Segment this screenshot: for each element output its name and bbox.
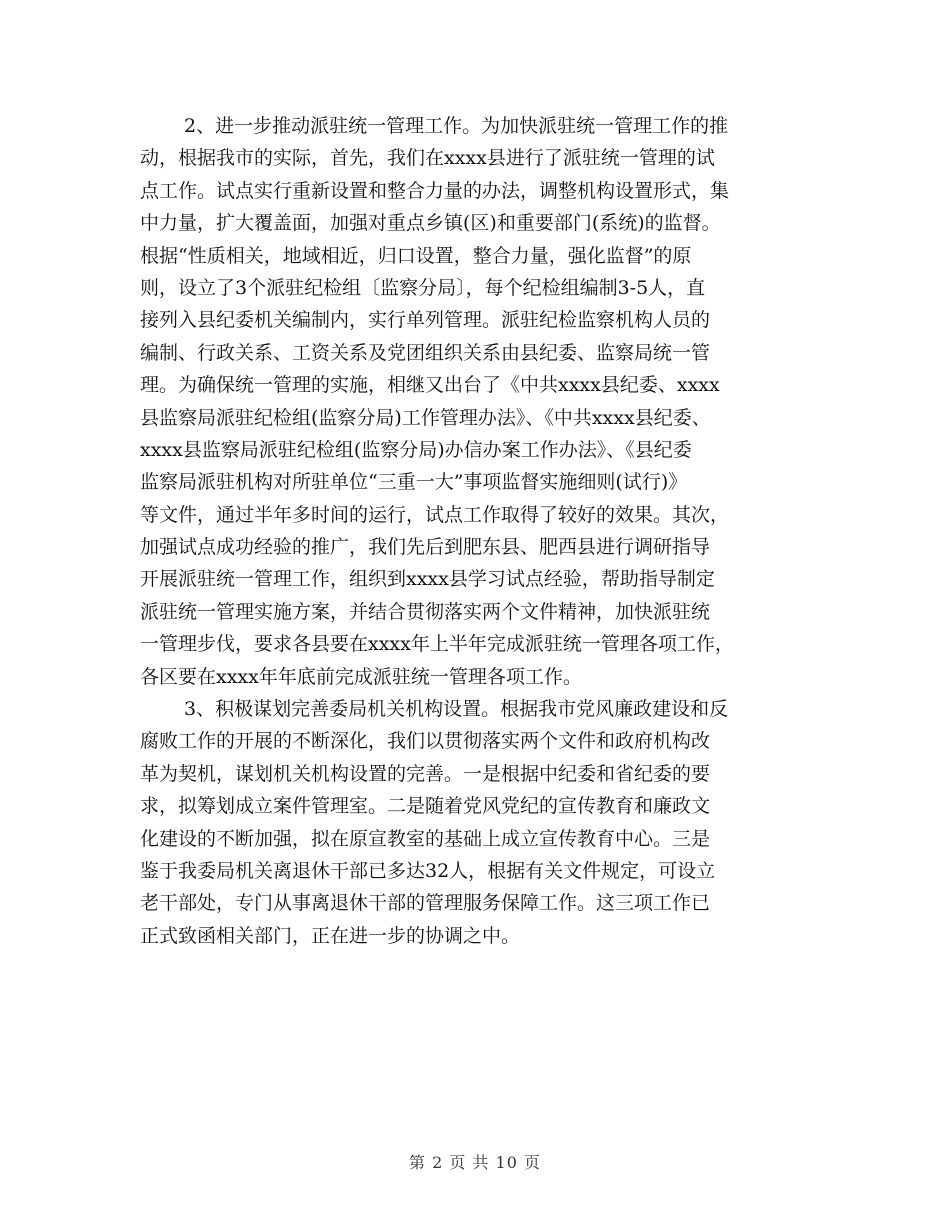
text-line: 腐败工作的开展的不断深化，我们以贯彻落实两个文件和政府机构改: [140, 730, 711, 753]
text-line: xxxx县监察局派驻纪检组(监察分局)办信办案工作办法》、《县纪委: [140, 438, 692, 461]
paragraph-1: [140, 110, 812, 693]
text-line: 点工作。试点实行重新设置和整合力量的办法，调整机构设置形式，集: [140, 179, 730, 202]
text-line: 2、进一步推动派驻统一管理工作。为加快派驻统一管理工作的推: [184, 115, 729, 137]
text-line: 老干部处，专门从事离退休干部的管理服务保障工作。这三项工作已: [140, 892, 711, 915]
text-line: 各区要在xxxx年年底前完成派驻统一管理各项工作。: [140, 665, 582, 688]
text-line: 动，根据我市的实际，首先，我们在xxxx县进行了派驻统一管理的试: [140, 147, 715, 170]
document-body: [140, 110, 812, 952]
text-line: 化建设的不断加强，拟在原宣教室的基础上成立宣传教育中心。三是: [140, 827, 711, 850]
text-line: 革为契机，谋划机关机构设置的完善。一是根据中纪委和省纪委的要: [140, 762, 711, 785]
text-line: 则，设立了3个派驻纪检组〔监察分局〕，每个纪检组编制3-5人，直: [140, 276, 706, 299]
text-line: 开展派驻统一管理工作，组织到xxxx县学习试点经验，帮助指导制定: [140, 568, 715, 591]
text-line: 一管理步伐，要求各县要在xxxx年上半年完成派驻统一管理各项工作，: [140, 633, 734, 656]
text-line: 接列入县纪委机关编制内，实行单列管理。派驻纪检监察机构人员的: [140, 309, 711, 332]
text-line: 监察局派驻机构对所驻单位“三重一大”事项监督实施细则(试行)》: [140, 471, 688, 494]
text-line: 中力量，扩大覆盖面，加强对重点乡镇(区)和重要部门(系统)的监督。: [140, 212, 721, 235]
text-line: 等文件，通过半年多时间的运行，试点工作取得了较好的效果。其次，: [140, 503, 730, 526]
text-line: 鉴于我委局机关离退休干部已多达32人，根据有关文件规定，可设立: [140, 859, 716, 882]
text-line: 加强试点成功经验的推广，我们先后到肥东县、肥西县进行调研指导: [140, 536, 711, 559]
text-line: 理。为确保统一管理的实施，相继又出台了《中共xxxx县纪委、xxxx: [140, 374, 720, 397]
text-line: 县监察局派驻纪检组(监察分局)工作管理办法》、《中共xxxx县纪委、: [140, 406, 711, 429]
paragraph-2: [140, 693, 812, 952]
text-line: 派驻统一管理实施方案，并结合贯彻落实两个文件精神，加快派驻统: [140, 600, 711, 623]
page-footer: 第 2 页 共 10 页: [409, 1153, 541, 1172]
text-line: 根据“性质相关，地域相近，归口设置，整合力量，强化监督”的原: [140, 244, 692, 267]
text-line: 3、积极谋划完善委局机关机构设置。根据我市党风廉政建设和反: [184, 698, 729, 721]
text-line: 求，拟筹划成立案件管理室。二是随着党风党纪的宣传教育和廉政文: [140, 795, 711, 818]
text-line: 正式致函相关部门，正在进一步的协调之中。: [140, 924, 521, 947]
text-line: 编制、行政关系、工资关系及党团组织关系由县纪委、监察局统一管: [140, 341, 711, 364]
